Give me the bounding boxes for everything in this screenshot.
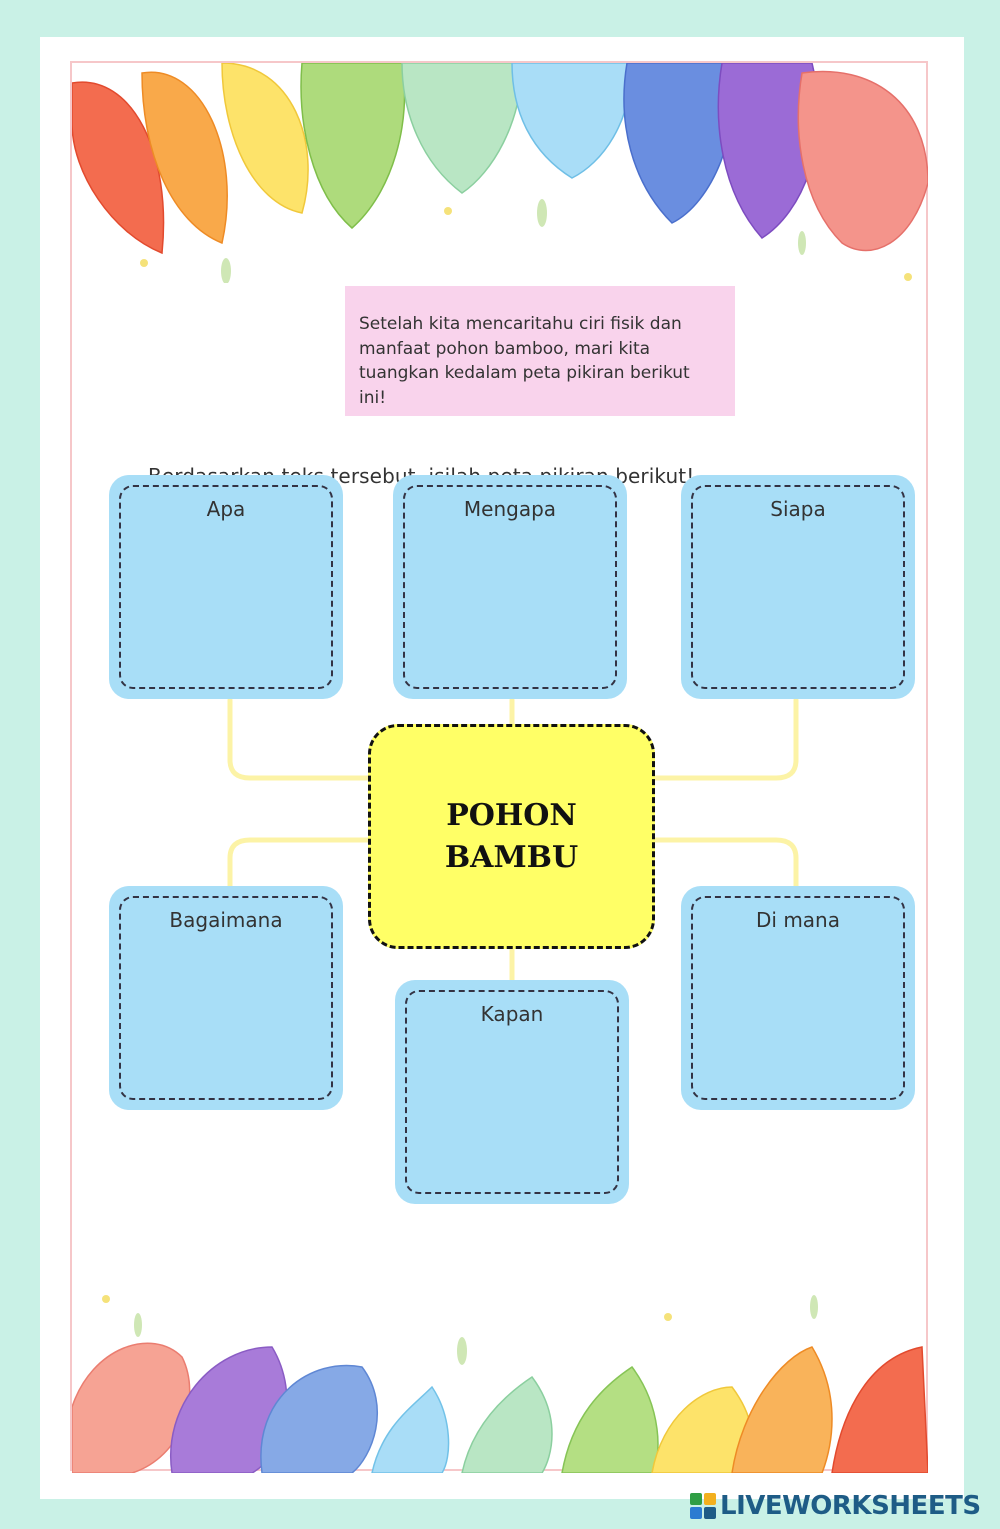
box-apa[interactable] xyxy=(109,475,343,699)
box-mengapa[interactable] xyxy=(393,475,627,699)
center-topic-line2: BAMBU xyxy=(444,839,579,875)
box-kapan-label: Kapan xyxy=(405,990,619,1194)
box-di-mana[interactable] xyxy=(681,886,915,1110)
instruction-box: Setelah kita mencaritahu ciri fisik dan manfaat pohon bamboo, mari kita tuangkan kedalam peta pikiran berikut ini! xyxy=(345,286,735,416)
liveworksheets-logo-text: LIVEWORKSHEETS xyxy=(720,1491,981,1521)
box-kapan[interactable] xyxy=(395,980,629,1204)
liveworksheets-logo-icon xyxy=(690,1493,716,1519)
box-siapa[interactable] xyxy=(681,475,915,699)
heading: tersebut, berikut! xyxy=(330,464,695,488)
box-bagaimana-label: Bagaimana xyxy=(119,896,333,1100)
box-apa-label: Apa xyxy=(119,485,333,689)
liveworksheets-logo xyxy=(690,1488,981,1524)
box-bagaimana[interactable] xyxy=(109,886,343,1110)
center-topic xyxy=(368,724,655,949)
box-mengapa-label: Mengapa xyxy=(403,485,617,689)
box-di-mana-label: Di mana xyxy=(691,896,905,1100)
center-topic-line1: POHON xyxy=(446,797,577,833)
box-siapa-label: Siapa xyxy=(691,485,905,689)
